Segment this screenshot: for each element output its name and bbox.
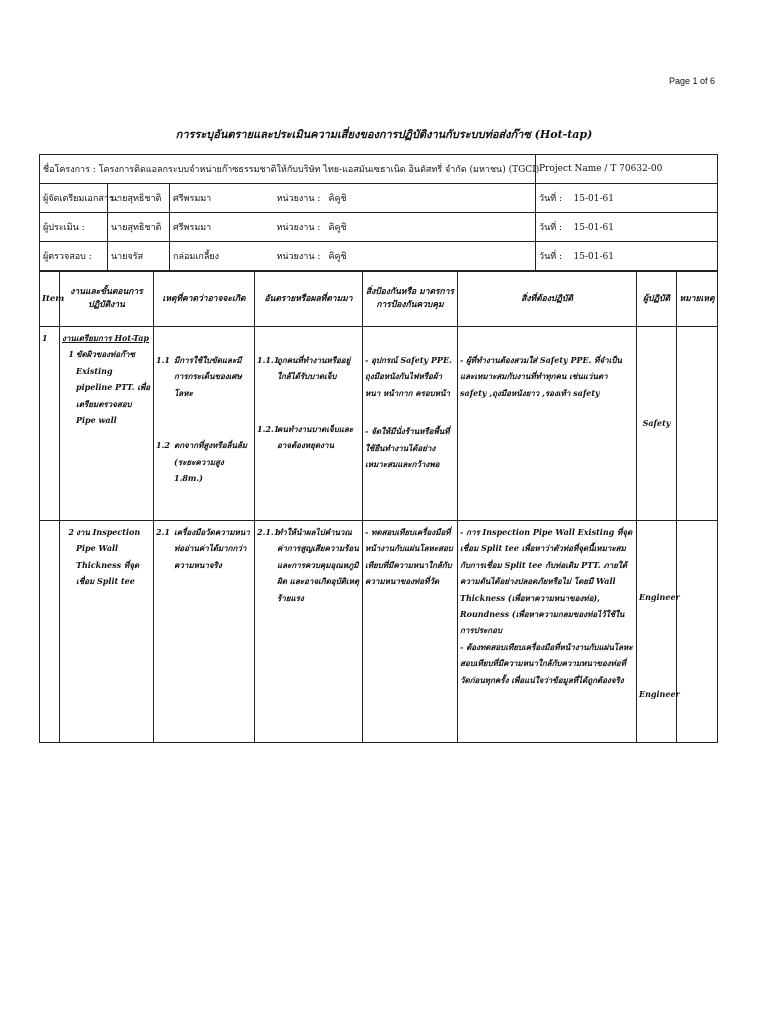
project-label: ชื่อโครงการ : xyxy=(43,165,96,175)
cause-text: มีการใช้ใบขัดและมีการกระเด็นของเศษโลหะ xyxy=(174,355,242,398)
responsible-text: Engineer xyxy=(639,688,680,699)
prevention-text: - ทดสอบเทียบเครื่องมือที่หน้างานกับแผ่นโลหะสอบเทียบที่มีความหนาใกล้กับความหนาของท่อที่วัด xyxy=(365,527,453,587)
hazard-number: 2.1.1 xyxy=(257,527,280,537)
reviewer-unit: คิคูชิ xyxy=(326,242,536,271)
assessor-date-cell xyxy=(536,213,718,242)
reviewer-unit-label: หน่วยงาน : xyxy=(274,242,326,271)
column-header-action: สิ่งที่ต้องปฏิบัติ xyxy=(458,272,637,327)
hazard-cell xyxy=(255,327,363,521)
responsible-cell xyxy=(637,327,677,521)
step-cell xyxy=(60,327,154,521)
step-number: 2 xyxy=(68,527,74,537)
reviewer-row xyxy=(40,242,718,271)
step-text: งาน Inspection Pipe Wall Thickness ที่จุดเชื่อม Split tee xyxy=(76,527,141,587)
date-value: 15-01-61 xyxy=(573,252,614,262)
date-value: 15-01-61 xyxy=(573,194,614,204)
preparer-unit: คิคูชิ xyxy=(326,184,536,213)
action-cell xyxy=(458,521,637,743)
preparer-label: ผู้จัดเตรียมเอกสาร : xyxy=(40,184,108,213)
reviewer-date-cell xyxy=(536,242,718,271)
cause-item xyxy=(156,437,252,486)
cause-text: เครื่องมือวัดความหนาท่ออ่านค่าได้มากกว่าความหนาจริง xyxy=(174,527,250,570)
action-cell xyxy=(458,327,637,521)
document-title: การระบุอันตรายและประเมินความเสี่ยงของการปฏิบัติงานกับระบบท่อส่งก๊าซ (Hot-tap) xyxy=(175,128,593,141)
hazard-number: 1.1.1 xyxy=(257,355,280,365)
table-row xyxy=(40,327,718,521)
responsible-text: Safety xyxy=(642,418,671,429)
step-text: ขัดผิวของท่อก๊าซ Existing pipeline PTT. เพื่อเตรียมตรวจสอบ Pipe wall xyxy=(76,349,151,425)
step-number: 1 xyxy=(68,349,74,360)
prevention-cell xyxy=(363,327,458,521)
column-header-prevention: สิ่งป้องกันหรือ มาตรการการป้องกันควบคุม xyxy=(363,272,458,327)
table-header-row xyxy=(40,272,718,327)
prevention-cell xyxy=(363,521,458,743)
responsible-text: Engineer xyxy=(639,592,680,603)
risk-assessment-table xyxy=(39,271,718,743)
column-header-remark: หมายเหตุ xyxy=(677,272,718,327)
cause-number: 2.1 xyxy=(156,527,170,537)
action-text: - การ Inspection Pipe Wall Existing ที่จุดเชื่อม Split tee เพื่อหาว่าตัวท่อที่จุดนี้เหมาะสมกับการเชื่อม Split tee กับท่อเดิม PTT. ภายใต้ความดันได้อย่างปลอดภัยหรือไม่ โดยมี Wall Thickness (เพื่อหาความหนาของท่อ), Roundness (เพื่อหาความกลมของท่อไว้ใช้ในการประกอบ xyxy=(460,527,633,636)
hazard-item xyxy=(257,352,360,385)
assessor-row xyxy=(40,213,718,242)
reviewer-last-name: กล่อมเกลี้ยง xyxy=(170,242,274,271)
cause-cell xyxy=(154,521,255,743)
date-label: วันที่ : xyxy=(539,223,563,233)
remark-cell xyxy=(677,327,718,521)
preparer-unit-label: หน่วยงาน : xyxy=(274,184,326,213)
cause-number: 1.1 xyxy=(156,355,170,365)
cause-text: ตกจากที่สูงหรือลื่นล้ม (ระยะความสูง 1.8m.) xyxy=(174,440,248,483)
item-number: 1 xyxy=(40,327,60,521)
assessor-last-name: ศรีพรมมา xyxy=(170,213,274,242)
hazard-cell xyxy=(255,521,363,743)
page-number: Page 1 of 6 xyxy=(668,76,715,86)
reviewer-label: ผู้ตรวจสอบ : xyxy=(40,242,108,271)
action-text: - ผู้ที่ทำงานต้องสวมใส่ Safety PPE. ที่จำเป็นและเหมาะสมกับงานที่ทำทุกคน เช่นแว่นตา safety ,ถุงมือหนังยาว ,รองเท้า safety xyxy=(460,355,622,398)
date-label: วันที่ : xyxy=(539,194,563,204)
hazard-text: คนทำงานบาดเจ็บและอาจต้องหยุดงาน xyxy=(277,423,354,451)
step-item xyxy=(62,346,151,428)
project-name-cell xyxy=(40,155,540,184)
assessor-first-name: นายสุทธิชาติ xyxy=(108,213,170,242)
project-row xyxy=(40,155,718,184)
cause-cell xyxy=(154,327,255,521)
hazard-item xyxy=(257,421,360,454)
column-header-step: งานและขั้นตอนการปฏิบัติงาน xyxy=(60,272,154,327)
date-value: 15-01-61 xyxy=(573,223,614,233)
action-text: - ต้องทดสอบเทียบเครื่องมือที่หน้างานกับแผ่นโลหะสอบเทียบที่มีความหนาใกล้กับความหนาของท่อที่วัดก่อนทุกครั้ง เพื่อแน่ใจว่าข้อมูลที่ได้ถูกต้องจริง xyxy=(460,641,633,685)
hazard-text: ถูกคนที่ทำงานหรืออยู่ใกล้ได้รับบาดเจ็บ xyxy=(277,355,351,382)
preparer-last-name: ศรีพรมมา xyxy=(170,184,274,213)
project-header-table xyxy=(39,154,718,271)
hazard-item xyxy=(257,524,360,606)
responsible-cell xyxy=(637,521,680,743)
prevention-text: - จัดให้มีนั่งร้านหรือพื้นที่ใช้ยืนทำงานได้อย่างเหมาะสมและกว้างพอ xyxy=(365,426,450,469)
assessor-label: ผู้ประเมิน : xyxy=(40,213,108,242)
project-number: Project Name / T 70632-00 xyxy=(536,155,718,184)
step-item xyxy=(62,524,151,590)
table-row xyxy=(40,521,718,743)
preparer-first-name: นายสุทธิชาติ xyxy=(108,184,170,213)
column-header-item: Item xyxy=(40,272,60,327)
column-header-responsible: ผู้ปฏิบัติ xyxy=(637,272,677,327)
assessor-unit: คิคูชิ xyxy=(326,213,536,242)
item-number xyxy=(40,521,60,743)
preparer-row xyxy=(40,184,718,213)
hazard-text: ทำให้นำผลไปคำนวณค่าการสูญเสียความร้อน และการควบคุมอุณหภูมิผิด และอาจเกิดอุบัติเหตุร้ายแรง xyxy=(277,527,360,603)
cause-number: 1.2 xyxy=(156,440,170,451)
date-label: วันที่ : xyxy=(539,252,563,262)
cause-item xyxy=(156,352,252,401)
column-header-cause: เหตุที่คาดว่าอาจจะเกิด xyxy=(154,272,255,327)
column-header-hazard: อันตรายหรือผลที่ตามมา xyxy=(255,272,363,327)
section-title: งานเตรียมการ Hot-Tap xyxy=(62,333,150,343)
prevention-text: - อุปกรณ์ Safety PPE. ถุงมือหนังกันไฟหรือผ้าหนา หน้ากาก ครอบหน้า xyxy=(365,355,452,398)
reviewer-first-name: นายจรัส xyxy=(108,242,170,271)
remark-cell xyxy=(677,521,718,743)
assessor-unit-label: หน่วยงาน : xyxy=(274,213,326,242)
preparer-date-cell xyxy=(536,184,718,213)
hazard-number: 1.2.1 xyxy=(257,423,280,434)
step-cell xyxy=(60,521,154,743)
cause-item xyxy=(156,524,252,573)
project-value: โครงการติดแอลกระบบจำหน่ายก๊าซธรรมชาติให้กับบริษัท ไทย-แอสมันเซธาเนิด อินดัสทรี่ จำกัด (มหาชน) (TGCI) xyxy=(98,165,540,175)
